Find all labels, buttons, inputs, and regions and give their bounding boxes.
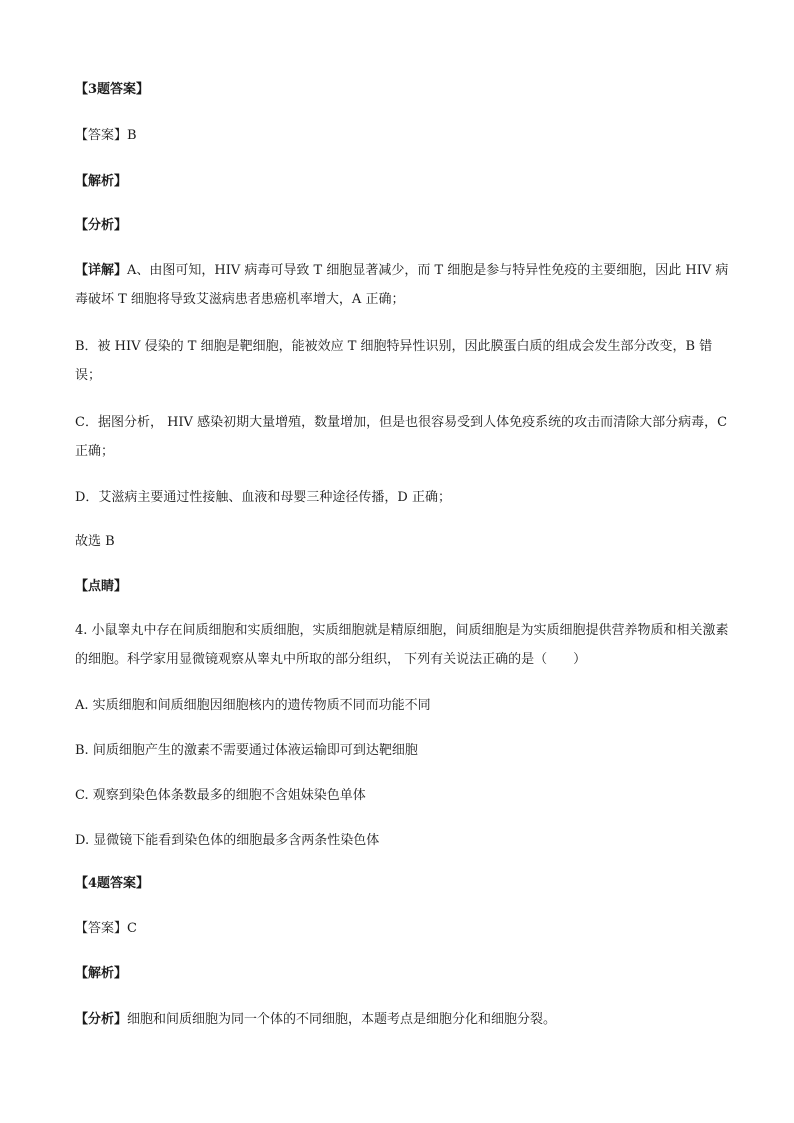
q4-answer-header: 【4题答案】 (75, 876, 150, 891)
q3-detail-c: C．据图分析， HIV 感染初期大量增殖，数量增加，但是也很容易受到人体免疫系统的攻击而清除大部分病毒，C 正确； (75, 415, 728, 459)
q4-question-stem: 4. 小鼠睾丸中存在间质细胞和实质细胞，实质细胞就是精原细胞，间质细胞是为实质细胞提供营养物质和相关激素的细胞。科学家用显微镜观察从睾丸中所取的部分组织， 下列有关说法正确的是（ ） (75, 623, 729, 667)
q3-dianjing-label: 【点睛】 (75, 579, 128, 594)
q3-detail-a-text: A、由图可知，HIV 病毒可导致 T 细胞显著减少，而 T 细胞是参与特异性免疫的主要细胞，因此 HIV 病毒破坏 T 细胞将导致艾滋病患者患癌机率增大，A 正确； (75, 263, 729, 307)
q3-fenxi-label: 【分析】 (75, 218, 128, 233)
q3-answer-header: 【3题答案】 (75, 82, 150, 97)
q3-choice: 故选 B (75, 534, 115, 549)
q4-fenxi-prefix: 【分析】 (75, 1012, 128, 1027)
q3-answer (75, 126, 725, 146)
q3-answer-text: 【答案】B (75, 128, 137, 143)
q4-fenxi-text: 细胞和间质细胞为同一个体的不同细胞，本题考点是细胞分化和细胞分裂。 (127, 1012, 557, 1027)
q3-detail-prefix: 【详解】 (75, 263, 128, 278)
q3-detail-b: B．被 HIV 侵染的 T 细胞是靶细胞，能被效应 T 细胞特异性识别，因此膜蛋白质的组成会发生部分改变，B 错误； (75, 339, 713, 383)
q4-analysis-label: 【解析】 (75, 966, 128, 981)
q4-option-a: A. 实质细胞和间质细胞因细胞核内的遗传物质不同而功能不同 (75, 698, 431, 713)
q3-detail-a (75, 256, 730, 314)
q4-option-c: C. 观察到染色体条数最多的细胞不含姐妹染色单体 (75, 788, 366, 803)
q3-detail-d: D．艾滋病主要通过性接触、血液和母婴三种途径传播，D 正确； (75, 490, 451, 505)
q4-option-b: B. 间质细胞产生的激素不需要通过体液运输即可到达靶细胞 (75, 743, 418, 758)
q4-fenxi (75, 1010, 725, 1030)
q4-answer: 【答案】C (75, 921, 137, 936)
q4-option-d: D. 显微镜下能看到染色体的细胞最多含两条性染色体 (75, 833, 380, 848)
q3-analysis-label: 【解析】 (75, 174, 128, 189)
